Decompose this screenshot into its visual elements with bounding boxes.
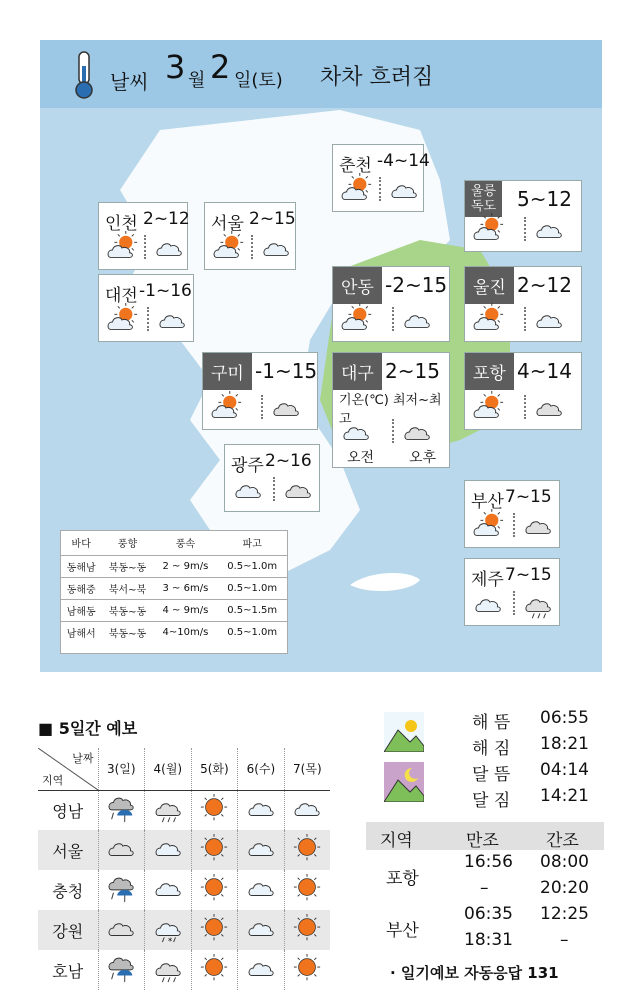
- cloud-icon-light: [532, 303, 566, 341]
- tide-low-time: –: [560, 930, 569, 950]
- sunset-time: 18:21: [540, 734, 589, 754]
- sun-icon: [284, 870, 330, 910]
- rain-cloud-icon: [145, 790, 192, 830]
- sea-cell: 북동~동: [101, 555, 153, 577]
- city-temp: -1~16: [139, 281, 192, 301]
- am-pm-separator: [379, 177, 381, 201]
- am-pm-separator: [144, 235, 146, 259]
- sun-icon: [191, 830, 238, 870]
- city-card: [332, 352, 450, 468]
- city-name: 울릉 독도: [465, 181, 502, 217]
- sun-cloud-icon: [105, 231, 139, 269]
- forecast-day-header: 3(일): [98, 748, 145, 790]
- forecast-region: 영남: [52, 801, 84, 821]
- svg-text:*: *: [167, 935, 173, 945]
- sun-icon: [284, 910, 330, 950]
- am-pm-separator: [273, 477, 275, 501]
- cloud-icon-light: [238, 790, 285, 830]
- legend-temp-label: 기온(℃) 최저~최고: [339, 393, 442, 427]
- forecast-day-header: 5(화): [191, 748, 238, 790]
- sun-cloud-icon: [339, 303, 373, 341]
- am-pm-separator: [261, 395, 263, 419]
- rain-cloud-icon: [521, 587, 555, 625]
- sun-cloud-icon: [471, 213, 505, 251]
- corner-date-label: 날짜: [72, 752, 94, 765]
- am-pm-separator: [513, 513, 515, 537]
- sun-cloud-icon: [471, 391, 505, 429]
- sun-cloud-icon: [471, 509, 505, 547]
- sea-cell: 0.5~1.0m: [217, 577, 287, 599]
- cloud-icon-light: [284, 790, 330, 830]
- forecast-region: 충청: [52, 881, 84, 901]
- city-name: 부산: [471, 492, 504, 512]
- am-pm-separator: [524, 395, 526, 419]
- corner-region-label: 지역: [42, 773, 64, 787]
- sun-icon: [191, 790, 238, 830]
- cloud-icon-gray: [98, 830, 145, 870]
- sea-cell: 남해서: [61, 621, 101, 643]
- am-pm-separator: [392, 307, 394, 331]
- forecast-row: [38, 950, 330, 990]
- legend-am-label: 오전: [347, 450, 375, 466]
- rain-snow-icon: [145, 910, 192, 950]
- cloud-icon-gray: [521, 509, 555, 547]
- header-month-unit: 월: [188, 70, 206, 91]
- sea-cell: 4~10m/s: [153, 621, 217, 643]
- city-temp: 5~12: [517, 187, 572, 211]
- sea-cell: 남해동: [61, 599, 101, 621]
- forecast-row: [38, 870, 330, 910]
- forecast-region: 강원: [38, 910, 98, 950]
- tide-region: 포항: [386, 869, 419, 889]
- moonset-time: 14:21: [540, 786, 589, 806]
- header-label: 날씨: [110, 70, 149, 94]
- city-name: 광주: [231, 456, 264, 476]
- cloud-icon-light: [387, 173, 421, 211]
- city-card: [464, 180, 582, 252]
- header-day-unit: 일(토): [234, 70, 283, 91]
- tide-high-time: –: [480, 878, 489, 898]
- umbrella-rain-icon: [98, 870, 145, 910]
- city-temp: -4~14: [377, 151, 430, 171]
- city-name: 제주: [471, 570, 504, 590]
- cloud-icon-light: [231, 473, 265, 511]
- sea-row: [61, 621, 287, 643]
- sunrise-icon: [384, 712, 424, 752]
- sea-row: [61, 599, 287, 621]
- thermometer-icon: [72, 50, 96, 100]
- header-month: 3: [165, 48, 186, 86]
- sun-icon: [284, 830, 330, 870]
- rain-cloud-icon: [145, 950, 192, 990]
- city-temp: 2~16: [265, 451, 312, 471]
- sea-header-wave: 파고: [242, 539, 262, 551]
- tide-high-time: 18:31: [464, 930, 513, 950]
- tide-low-time: 12:25: [540, 904, 589, 924]
- sunset-label: 해 짐: [472, 739, 511, 759]
- city-card: [464, 266, 582, 342]
- city-name: 대전: [105, 286, 138, 306]
- sun-cloud-icon: [211, 231, 245, 269]
- forecast-day-header: 6(수): [238, 748, 285, 790]
- sun-icon: [191, 910, 238, 950]
- header-day: 2: [210, 48, 231, 86]
- cloud-icon-gray: [281, 473, 315, 511]
- city-card: [204, 202, 296, 270]
- forecast-row: [38, 790, 330, 830]
- sea-cell: 0.5~1.0m: [217, 621, 287, 643]
- sun-cloud-icon: [209, 391, 243, 429]
- sea-header-wind-speed: 풍속: [175, 539, 196, 551]
- forecast-region: 호남: [52, 961, 84, 981]
- city-temp: 2~12: [143, 209, 190, 229]
- sunrise-label: 해 뜸: [472, 713, 511, 733]
- city-name: 대구: [333, 353, 382, 390]
- city-card: [98, 274, 194, 342]
- five-day-forecast-table: [38, 748, 330, 990]
- city-card: [202, 352, 318, 430]
- sea-cell: 북서~북: [101, 577, 153, 599]
- moonset-label: 달 짐: [472, 791, 511, 811]
- header-summary: 차차 흐려짐: [320, 65, 434, 90]
- cloud-icon-light: [259, 231, 293, 269]
- sun-cloud-icon: [471, 303, 505, 341]
- city-temp: 2~15: [249, 209, 296, 229]
- cloud-icon-light: [145, 830, 192, 870]
- cloud-icon-light: [152, 231, 186, 269]
- sun-cloud-icon: [105, 303, 139, 341]
- city-temp: 2~12: [517, 273, 572, 297]
- am-pm-separator: [524, 217, 526, 241]
- moonrise-icon: [384, 762, 424, 802]
- sea-row: [61, 555, 287, 577]
- am-pm-separator: [147, 307, 149, 331]
- city-temp: 4~14: [517, 359, 572, 383]
- tide-header-region: 지역: [380, 831, 413, 851]
- cloud-icon-light: [238, 870, 285, 910]
- sea-conditions-table: [60, 530, 288, 654]
- forecast-day-header: 4(월): [145, 748, 192, 790]
- sun-icon: [191, 870, 238, 910]
- city-card: [332, 144, 430, 212]
- forecast-region: 서울: [38, 830, 98, 870]
- tide-header-low: 간조: [546, 831, 579, 851]
- city-temp: -1~15: [255, 359, 318, 383]
- sea-header-sea: 바다: [71, 539, 91, 551]
- cloud-icon-light: [155, 303, 189, 341]
- city-name: 인천: [105, 214, 138, 234]
- tide-region: 부산: [386, 921, 419, 941]
- sea-cell: 동해남: [61, 555, 101, 577]
- cloud-icon-light: [400, 303, 434, 341]
- cloud-icon-light: [471, 587, 505, 625]
- sunrise-time: 06:55: [540, 708, 589, 728]
- sea-cell: 북동~동: [101, 621, 153, 643]
- city-name: 울진: [465, 267, 514, 304]
- tide-header-high: 만조: [466, 831, 499, 851]
- legend-pm-label: 오후: [409, 450, 437, 466]
- city-card: [464, 352, 582, 430]
- cloud-icon-gray: [532, 391, 566, 429]
- city-name: 안동: [333, 267, 382, 304]
- sea-cell: 동해중: [61, 577, 101, 599]
- city-temp: 2~15: [385, 359, 440, 383]
- city-temp: -2~15: [385, 273, 448, 297]
- sun-icon: [191, 950, 238, 990]
- city-name: 구미: [203, 353, 252, 390]
- cloud-icon-light: [145, 870, 192, 910]
- city-temp: 7~15: [505, 487, 552, 507]
- forecast-row: [38, 830, 330, 870]
- sea-cell: 0.5~1.5m: [217, 599, 287, 621]
- sea-cell: 4 ~ 9m/s: [153, 599, 217, 621]
- footer-hotline: · 일기예보 자동응답 131: [390, 964, 559, 982]
- tide-low-time: 20:20: [540, 878, 589, 898]
- city-name: 포항: [465, 353, 514, 390]
- sea-header-wind-dir: 풍향: [117, 539, 138, 551]
- city-card: [464, 480, 560, 548]
- cloud-icon-light: [238, 950, 285, 990]
- city-temp: 7~15: [505, 565, 552, 585]
- forecast-day-header: 7(목): [284, 748, 330, 790]
- city-name: 서울: [211, 214, 244, 234]
- jeju-island: [350, 573, 420, 591]
- city-card: [464, 558, 560, 626]
- tide-high-time: 06:35: [464, 904, 513, 924]
- moonrise-time: 04:14: [540, 760, 589, 780]
- moonrise-label: 달 뜸: [472, 765, 511, 785]
- city-card: [224, 444, 320, 512]
- sea-cell: 3 ~ 6m/s: [153, 577, 217, 599]
- sun-cloud-icon: [339, 173, 373, 211]
- city-card: [98, 202, 188, 270]
- umbrella-rain-icon: [98, 790, 145, 830]
- sun-icon: [284, 950, 330, 990]
- cloud-icon-light: [532, 213, 566, 251]
- am-pm-separator: [524, 307, 526, 331]
- cloud-icon-gray: [98, 910, 145, 950]
- umbrella-rain-icon: [98, 950, 145, 990]
- sea-cell: 0.5~1.0m: [217, 555, 287, 577]
- five-day-title-text: ■ 5일간 예보: [38, 719, 138, 738]
- sea-cell: 북동~동: [101, 599, 153, 621]
- cloud-icon-gray: [269, 391, 303, 429]
- cloud-icon-light: [238, 830, 285, 870]
- cloud-icon-light: [238, 910, 285, 950]
- forecast-row: [38, 910, 330, 950]
- tide-low-time: 08:00: [540, 852, 589, 872]
- sea-row: [61, 577, 287, 599]
- forecast-corner: [38, 748, 98, 790]
- am-pm-separator: [513, 591, 515, 615]
- am-pm-separator: [251, 235, 253, 259]
- five-day-title: [38, 716, 137, 739]
- city-name: 춘천: [339, 156, 372, 176]
- tide-high-time: 16:56: [464, 852, 513, 872]
- sea-cell: 2 ~ 9m/s: [153, 555, 217, 577]
- tide-header: [366, 822, 604, 850]
- city-card: [332, 266, 450, 342]
